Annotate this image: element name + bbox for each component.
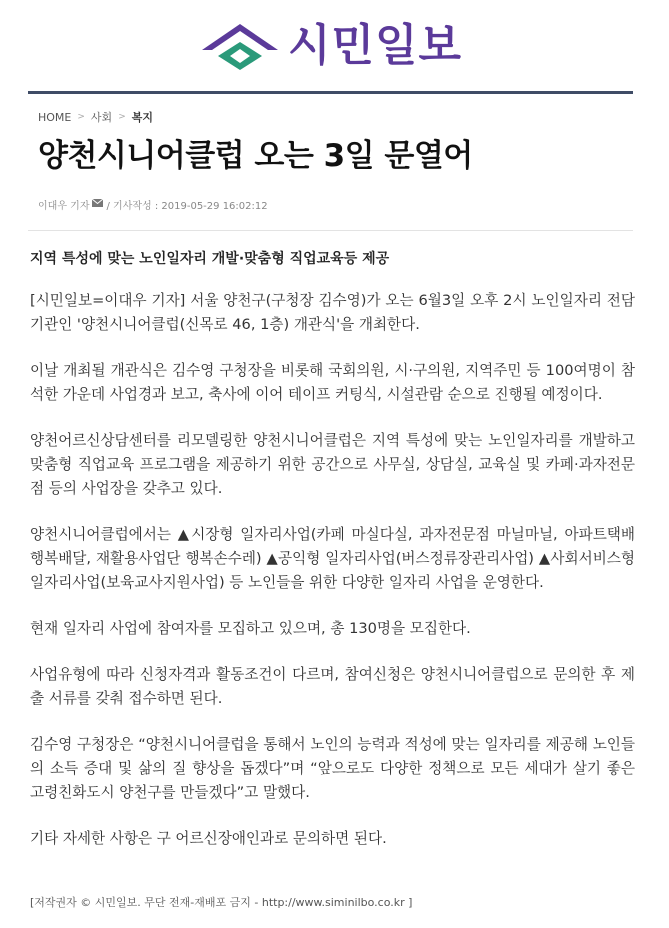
publish-date: / 기사작성 : 2019-05-29 16:02:12 <box>106 201 268 212</box>
paragraph: 현재 일자리 사업에 참여자를 모집하고 있으며, 총 130명을 모집한다. <box>30 620 471 637</box>
copyright-notice: [저작권자 © 시민일보. 무단 전재-재배포 금지 - http://www.siminilbo.co.kr ] <box>30 896 413 909</box>
header-divider <box>28 91 633 94</box>
article-title: 양천시니어클럽 오는 3일 문열어 <box>38 138 473 174</box>
paragraph: 기타 자세한 사항은 구 어르신장애인과로 문의하면 된다. <box>30 830 387 847</box>
breadcrumb-section[interactable]: 사회 <box>90 111 113 124</box>
breadcrumb <box>38 109 153 125</box>
breadcrumb-home[interactable]: HOME <box>38 110 72 124</box>
meta-divider <box>28 230 633 231</box>
chevron-right-icon: > <box>118 112 126 122</box>
paragraph: 이날 개최될 개관식은 김수영 구청장을 비롯해 국회의원, 시·구의원, 지역주민 등 100여명이 참석한 가운데 사업경과 보고, 축사에 이어 테이프 커팅식, 시설관람 순으로 진행될 예정이다. <box>30 362 635 403</box>
paragraph: 양천시니어클럽에서는 ▲시장형 일자리사업(카페 마실다실, 과자전문점 마닐마닐, 아파트택배 행복배달, 재활용사업단 행복손수레) ▲공익형 일자리사업(버스정류장관리사업) ▲사회서비스형 일자리사업(보육교사지원사업) 등 노인들을 위한 다양한 일자리 사업을 운영한다. <box>30 526 635 591</box>
logo-emblem-icon <box>196 16 294 76</box>
site-logo[interactable] <box>196 14 476 78</box>
chevron-right-icon: > <box>77 112 85 122</box>
breadcrumb-current[interactable]: 복지 <box>131 111 153 124</box>
article-meta <box>38 197 268 212</box>
paragraph: 김수영 구청장은 “양천시니어클럽을 통해서 노인의 능력과 적성에 맞는 일자리를 제공해 노인들의 소득 증대 및 삶의 질 향상을 돕겠다”며 “앞으로도 다양한 정책으로 모든 세대가 살기 좋은 고령친화도시 양천구를 만들겠다”고 말했다. <box>30 736 635 801</box>
mail-icon[interactable] <box>92 199 103 210</box>
paragraph: [시민일보=이대우 기자] 서울 양천구(구청장 김수영)가 오는 6월3일 오후 2시 노인일자리 전담기관인 '양천시니어클럽(신목로 46, 1층) 개관식'을 개최한다. <box>30 292 635 333</box>
article-body <box>30 289 635 873</box>
paragraph: 양천어르신상담센터를 리모델링한 양천시니어클럽은 지역 특성에 맞는 노인일자리를 개발하고 맞춤형 직업교육 프로그램을 제공하기 위한 공간으로 사무실, 상담실, 교육실 및 카페·과자전문점 등의 사업장을 갖추고 있다. <box>30 432 635 497</box>
paragraph: 사업유형에 따라 신청자격과 활동조건이 다르며, 참여신청은 양천시니어클럽으로 문의한 후 제출 서류를 갖춰 접수하면 된다. <box>30 666 635 707</box>
reporter-name[interactable]: 이대우 기자 <box>38 201 90 212</box>
article-subtitle: 지역 특성에 맞는 노인일자리 개발·맞춤형 직업교육등 제공 <box>30 251 390 267</box>
logo-text: 시민일보 <box>288 20 463 71</box>
